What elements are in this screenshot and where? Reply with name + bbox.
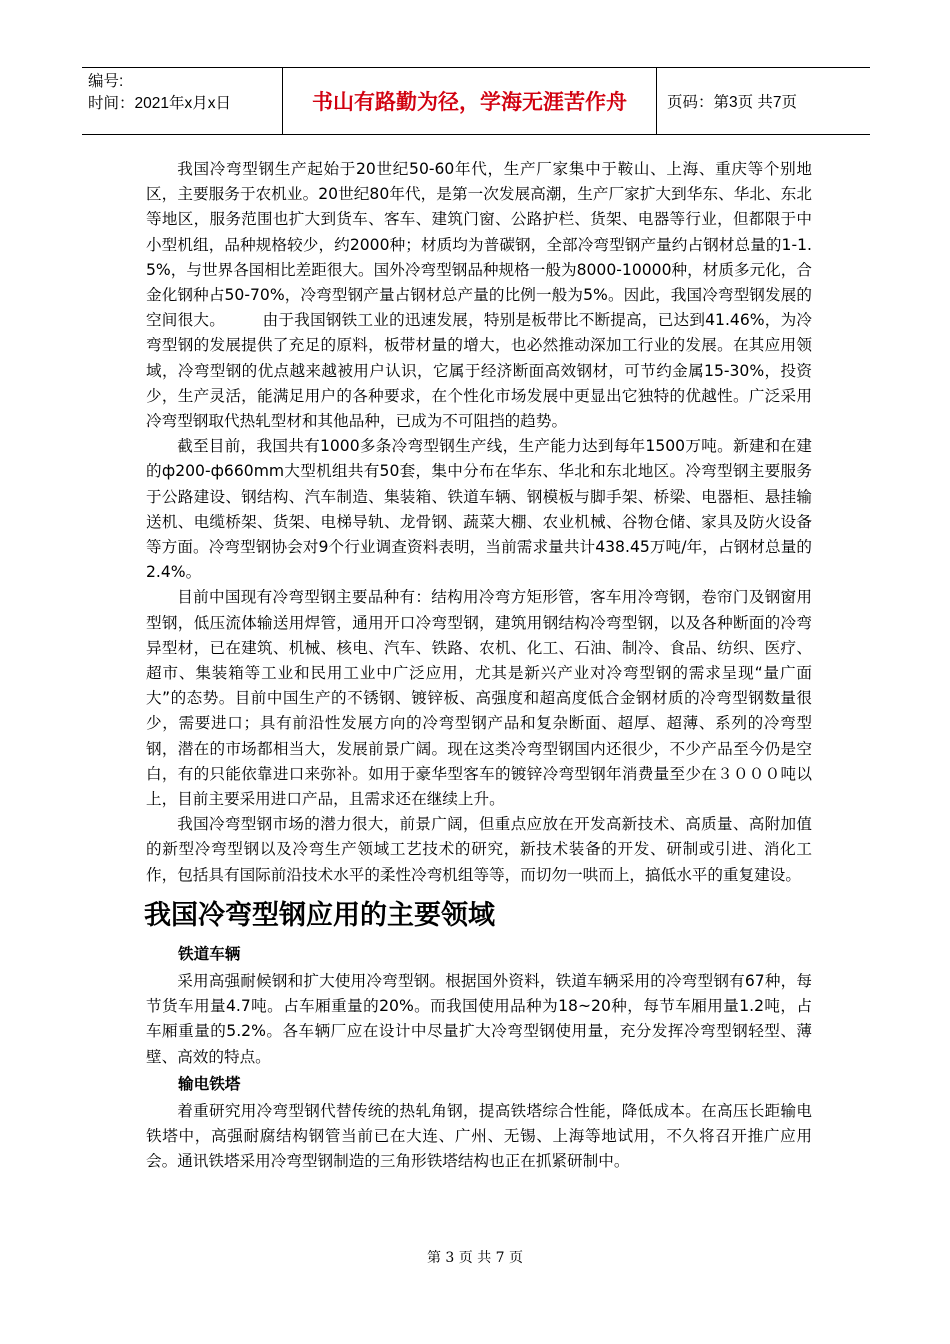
paragraph-3: 目前中国现有冷弯型钢主要品种有：结构用冷弯方矩形管，客车用冷弯钢，卷帘门及钢窗用型钢，低压流体输送用焊管，通用开口冷弯型钢，建筑用钢结构冷弯型钢，以及各种断面的冷弯异型材，已在建筑、机械、核电、汽车、铁路、农机、化工、石油、制冷、食品、纺织、医疗、超市、集装箱等工业和民用工业中广泛应用，尤其是新兴产业对冷弯型钢的需求呈现“量广面大”的态势。目前中国生产的不锈钢、镀锌板、高强度和超高度低合金钢材质的冷弯型钢数量很少，需要进口；具有前沿性发展方向的冷弯型钢产品和复杂断面、超厚、超薄、系列的冷弯型钢，潜在的市场都相当大，发展前景广阔。现在这类冷弯型钢国内还很少，不少产品至今仍是空白，有的只能依靠进口来弥补。如用于豪华型客车的镀锌冷弯型钢年消费量至少在３０００吨以上，目前主要采用进口产品，且需求还在继续上升。 [146,588,812,809]
document-date-label: 时间：2021年x月x日 [88,95,231,112]
document-body [146,157,812,1174]
page-footer: 第 3 页 共 7 页 [426,1250,524,1266]
page-header [82,67,870,135]
header-page-info: 页码：第3页 共7页 [667,94,798,111]
paragraph-4: 我国冷弯型钢市场的潜力很大，前景广阔，但重点应放在开发高新技术、高质量、高附加值的新型冷弯型钢以及冷弯生产领域工艺技术的研究，新技术装备的开发、研制或引进、消化工作，包括具有国际前沿技术水平的柔性冷弯机组等等，而切勿一哄而上，搞低水平的重复建设。 [146,815,812,884]
paragraph-2: 截至目前，我国共有1000多条冷弯型钢生产线，生产能力达到每年1500万吨。新建和在建的ф200-ф660mm大型机组共有50套，集中分布在华东、华北和东北地区。冷弯型钢主要服务于公路建设、钢结构、汽车制造、集装箱、铁道车辆、钢模板与脚手架、桥梁、电器柜、悬挂输送机、电缆桥架、货架、电梯导轨、龙骨钢、蔬菜大棚、农业机械、谷物仓储、家具及防火设备等方面。冷弯型钢协会对9个行业调查资料表明，当前需求量共计438.45万吨/年，占钢材总量的2.4%。 [146,437,812,582]
paragraph-1-part-b: 由于我国钢铁工业的迅速发展，特别是板带比不断提高，已达到41.46%，为冷弯型钢的发展提供了充足的原料，板带材量的增大，也必然推动深加工行业的发展。在其应用领域，冷弯型钢的优点越来越被用户认识，它属于经济断面高效钢材，可节约金属15-30%，投资少，生产灵活，能满足用户的各种要求，在个性化市场发展中更显出它独特的优越性。广泛采用冷弯型钢取代热轧型材和其他品种，已成为不可阻挡的趋势。 [146,311,812,431]
paragraph-1-part-a: 我国冷弯型钢生产起始于20世纪50-60年代，生产厂家集中于鞍山、上海、重庆等个别地区，主要服务于农机业。20世纪80年代，是第一次发展高潮，生产厂家扩大到华东、华北、东北等地区，服务范围也扩大到货车、客车、建筑门窗、公路护栏、货架、电器等行业，但都限于中小型机组，品种规格较少，约2000种；材质均为普碳钢，全部冷弯型钢产量约占钢材总量的1-1.5%，与世界各国相比差距很大。国外冷弯型钢品种规格一般为8000-10000种，材质多元化，合金化钢种占50-70%，冷弯型钢产量占钢材总产量的比例一般为5%。因此，我国冷弯型钢发展的空间很大。 [146,160,812,330]
section-heading: 我国冷弯型钢应用的主要领域 [144,899,495,931]
subsection-paragraph-power-tower: 着重研究用冷弯型钢代替传统的热轧角钢，提高铁塔综合性能，降低成本。在高压长距输电铁塔中，高强耐腐结构钢管当前已在大连、广州、无锡、上海等地试用，不久将召开推广应用会。通讯铁塔采用冷弯型钢制造的三角形铁塔结构也正在抓紧研制中。 [146,1101,812,1171]
header-meta [82,68,282,134]
subsection-paragraph-railway: 采用高强耐候钢和扩大使用冷弯型钢。根据国外资料，铁道车辆采用的冷弯型钢有67种，每节货车用量4.7吨。占车厢重量的20%。而我国使用品种为18~20种，每节车厢用量1.2吨，占车厢重量的5.2%。各车辆厂应在设计中尽量扩大冷弯型钢使用量，充分发挥冷弯型钢轻型、薄壁、高效的特点。 [146,971,812,1066]
subsection-heading-railway: 铁道车辆 [178,944,241,963]
paragraph-1 [146,157,812,434]
subsection-heading-power-tower: 输电铁塔 [178,1074,241,1093]
header-motto: 书山有路勤为径，学海无涯苦作舟 [282,68,657,134]
document-number-label: 编号: [88,73,124,90]
